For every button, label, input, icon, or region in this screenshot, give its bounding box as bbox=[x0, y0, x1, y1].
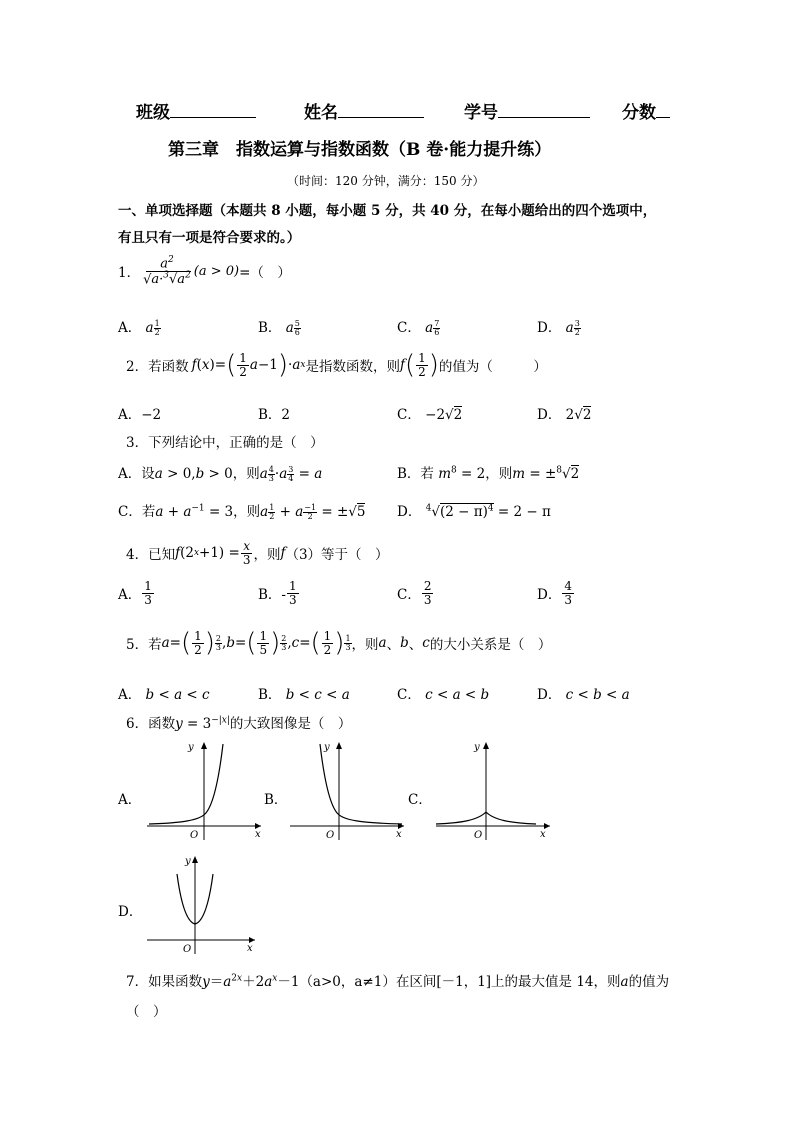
section-heading-line2: 有且只有一项是符合要求的。） bbox=[118, 230, 301, 246]
q6-option-a-label[interactable]: A． bbox=[118, 792, 142, 808]
svg-text:x: x bbox=[396, 829, 402, 840]
score-label: 分数 bbox=[622, 103, 656, 123]
q3-option-c[interactable]: C．若$a + a^{-1} = 3$，则a $\frac{1}{2}$ + a $\frac{-1}{2}$ = ±√5 bbox=[118, 503, 366, 521]
q6-graph-c[interactable] bbox=[432, 738, 556, 842]
q2-option-b[interactable]: B．2 bbox=[258, 407, 291, 423]
q1-tail: =（ ） bbox=[239, 265, 291, 282]
svg-text:x: x bbox=[255, 829, 261, 840]
q4-option-a[interactable]: A． $\frac{1}{3}$ bbox=[118, 579, 152, 607]
q5-option-c[interactable]: C． c < a < b bbox=[397, 687, 490, 703]
svg-text:y: y bbox=[188, 742, 194, 753]
q6-graph-b[interactable] bbox=[286, 738, 410, 842]
name-blank[interactable] bbox=[338, 101, 424, 118]
q3-option-d[interactable]: D． $^4√(2 - \pi)^4 = 2 - \pi$ bbox=[397, 503, 551, 520]
svg-text:O: O bbox=[183, 944, 192, 955]
q6-option-d-label[interactable]: D． bbox=[118, 904, 143, 920]
header-name bbox=[304, 98, 424, 123]
q3-option-a[interactable]: A．设a > 0,b > 0，则a $\frac{4}{3}$ ·a $\frac{3}{4}$ = a bbox=[118, 465, 323, 483]
svg-text:O: O bbox=[474, 830, 483, 841]
q1-fraction: $\frac{a^2}{√a\cdot^3√a^2}$ bbox=[143, 255, 191, 288]
svg-text:y: y bbox=[474, 742, 480, 753]
class-blank[interactable] bbox=[170, 101, 256, 118]
question-4: 4．已知 f (2 x +1) = $\frac{x}{3}$ ，则 f （3）等于（ ） bbox=[126, 539, 389, 567]
q4-option-c[interactable]: C． $\frac{2}{3}$ bbox=[397, 579, 432, 607]
question-7-blank: （ ） bbox=[126, 1004, 167, 1020]
svg-text:O: O bbox=[326, 830, 335, 841]
q5-tail2: 的大小关系是（ ） bbox=[429, 637, 552, 654]
q2-tail: 的值为（ ） bbox=[438, 359, 547, 376]
q4-prefix: 4．已知 bbox=[126, 547, 176, 564]
question-2: 2．若函数 f ( x )= ( $\frac{1}{2}$ a −1 ) · a x 是指数函数，则 f ( $\frac{1}{2}$ ) 的值为（ ） bbox=[126, 350, 547, 381]
header-class bbox=[136, 98, 256, 123]
q1-option-a[interactable]: A． a $\frac{1}{2}$ bbox=[118, 319, 160, 337]
svg-text:y: y bbox=[185, 856, 191, 867]
class-label: 班级 bbox=[136, 103, 170, 123]
q2-prefix: 2．若函数 bbox=[126, 359, 189, 376]
q3-option-b[interactable]: B．若 $m^8 = 2$，则m = ±$^8$√2 bbox=[397, 465, 580, 482]
header-id bbox=[464, 98, 590, 123]
q6-graph-a[interactable] bbox=[143, 738, 267, 842]
q4-mid: ，则 bbox=[253, 547, 281, 564]
page-title: 第三章 指数运算与指数函数（B 卷·能力提升练） bbox=[168, 140, 552, 160]
q5-option-d[interactable]: D． c < b < a bbox=[537, 687, 630, 703]
q1-option-b[interactable]: B． a $\frac{5}{6}$ bbox=[258, 319, 300, 337]
svg-text:O: O bbox=[190, 830, 199, 841]
question-7: 7．如果函数$y=a^{2x}+2a^x-1(a>0$，a≠1）在区间[－1，1]上的最大值是 14，则a的值为 bbox=[126, 973, 670, 990]
question-5: 5．若 a = ( $\frac{1}{2}$ ) $\frac{2}{3}$ , b = ( $\frac{1}{5}$ ) $\frac{2}{3}$ , c = ( $\frac{1}{2}$ ) $\frac{1}{3}$ ，则 a 、 b 、 c 的大小关系是（ ） bbox=[126, 628, 552, 659]
page-subtitle: （时间：120 分钟，满分：150 分） bbox=[287, 174, 485, 188]
q4-tail: （3）等于（ ） bbox=[285, 547, 389, 564]
q2-option-d[interactable]: D． 2√2 bbox=[537, 407, 592, 423]
q5-prefix: 5．若 bbox=[126, 637, 162, 654]
q1-number: 1． bbox=[118, 265, 141, 282]
question-6: 6．函数$y = 3^{-|x|}$的大致图像是（ ） bbox=[126, 715, 352, 732]
q4-option-b[interactable]: B．- $\frac{1}{3}$ bbox=[258, 579, 297, 607]
question-3: 3．下列结论中，正确的是（ ） bbox=[126, 435, 324, 451]
score-blank[interactable] bbox=[656, 101, 670, 118]
q2-mid: 是指数函数，则 bbox=[305, 359, 400, 376]
q4-option-d[interactable]: D． $\frac{4}{3}$ bbox=[537, 579, 572, 607]
q1-option-d[interactable]: D． a $\frac{3}{2}$ bbox=[537, 319, 580, 337]
q2-option-c[interactable]: C． −2√2 bbox=[397, 407, 463, 423]
header-score bbox=[622, 98, 670, 123]
q6-graph-d[interactable] bbox=[143, 852, 267, 956]
id-label: 学号 bbox=[464, 103, 498, 123]
q1-option-c[interactable]: C． a $\frac{7}{6}$ bbox=[397, 319, 440, 337]
id-blank[interactable] bbox=[498, 101, 590, 118]
q5-option-a[interactable]: A． b < a < c bbox=[118, 687, 210, 703]
svg-text:x: x bbox=[540, 829, 546, 840]
q5-option-b[interactable]: B． b < c < a bbox=[258, 687, 350, 703]
q6-option-c-label[interactable]: C． bbox=[408, 792, 432, 808]
svg-text:y: y bbox=[324, 742, 330, 753]
section-heading-line1: 一、单项选择题（本题共 8 小题，每小题 5 分，共 40 分，在每小题给出的四个选项中， bbox=[118, 203, 657, 219]
q5-tail: ，则 bbox=[351, 637, 379, 654]
q2-option-a[interactable]: A．−2 bbox=[118, 407, 162, 423]
svg-text:x: x bbox=[247, 943, 253, 954]
name-label: 姓名 bbox=[304, 103, 338, 123]
question-1: 1． $\frac{a^2}{√a\cdot^3√a^2}$ (a > 0) =（ ） bbox=[118, 255, 291, 288]
q6-option-b-label[interactable]: B． bbox=[264, 792, 288, 808]
